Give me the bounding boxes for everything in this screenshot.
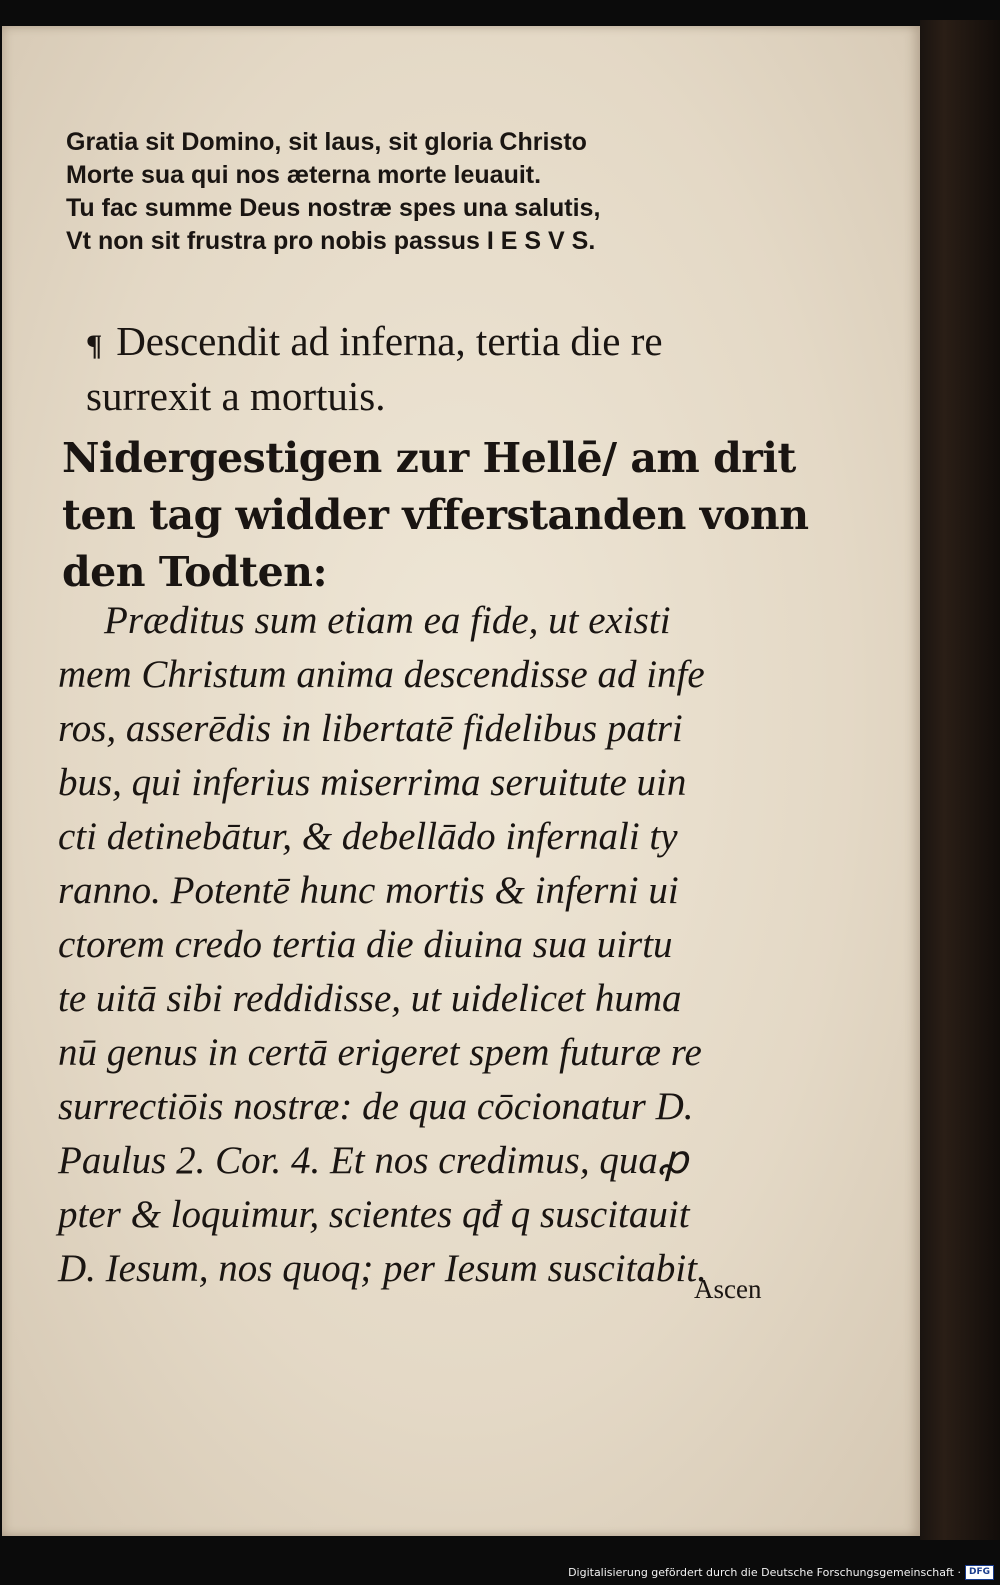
digitization-credit [568, 1563, 994, 1581]
latin-heading-line: surrexit a mortuis. [86, 373, 386, 419]
german-heading-line: Nidergestigen zur Hellē/ am drit [62, 434, 796, 482]
body-line: ctorem credo tertia die diuina sua uirtu [58, 923, 673, 966]
body-line: ros, asserēdis in libertatē fidelibus patri [58, 707, 683, 750]
latin-heading [86, 316, 806, 421]
german-heading [62, 430, 809, 601]
body-line: ranno. Potentē hunc mortis & inferni ui [58, 869, 679, 912]
body-text [58, 594, 798, 1296]
dfg-logo-icon: DFG [965, 1565, 994, 1580]
latin-heading-line [86, 316, 806, 371]
body-line: D. Iesum, nos quoq; per Iesum suscitabit. [58, 1247, 707, 1290]
catchword: Ascen [694, 1274, 762, 1304]
book-edge [920, 20, 1000, 1540]
body-line: mem Christum anima descendisse ad infe [58, 653, 705, 696]
poem-line: Tu fac summe Deus nostræ spes una salutis, [66, 194, 601, 222]
poem-block [66, 126, 706, 258]
german-heading-line: ten tag widder vfferstanden vonn [62, 491, 809, 539]
pilcrow-icon: ¶ [86, 329, 103, 362]
body-line: Præditus sum etiam ea fide, ut existi [104, 599, 671, 642]
latin-heading-text: Descendit ad inferna, tertia die re [116, 318, 663, 364]
credit-text: Digitalisierung gefördert durch die Deutsche Forschungsgemeinschaft · [568, 1565, 961, 1579]
book-page [2, 26, 920, 1536]
body-line: nū genus in certā erigeret spem futuræ re [58, 1031, 702, 1074]
body-line: te uitā sibi reddidisse, ut uidelicet huma [58, 977, 682, 1020]
poem-line: Vt non sit frustra pro nobis passus I E S V S. [66, 227, 596, 255]
poem-line: Gratia sit Domino, sit laus, sit gloria Christo [66, 128, 587, 156]
body-line: bus, qui inferius miserrima seruitute uin [58, 761, 687, 804]
body-line: Paulus 2. Cor. 4. Et nos credimus, quaꝓ [58, 1139, 689, 1182]
body-line: pter & loquimur, scientes qđ q suscitauit [58, 1193, 690, 1236]
german-heading-line: den Todten: [62, 548, 328, 596]
poem-line: Morte sua qui nos æterna morte leuauit. [66, 161, 542, 189]
body-line: surrectiōis nostræ: de qua cōcionatur D. [58, 1085, 694, 1128]
body-line: cti detinebātur, & debellādo infernali ty [58, 815, 678, 858]
